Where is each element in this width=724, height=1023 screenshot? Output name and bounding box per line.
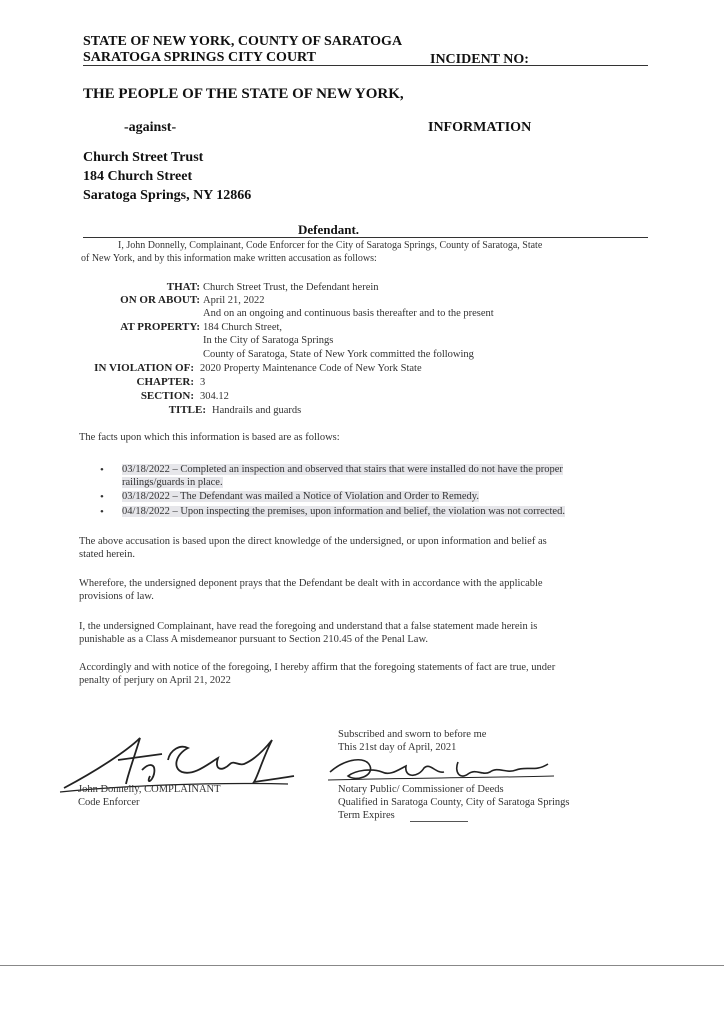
intro-line-2: of New York, and by this information make written accusation as follows: <box>81 253 377 264</box>
term-expires-blank <box>410 821 468 822</box>
complainant-name: John Donnelly, COMPLAINANT <box>78 784 221 795</box>
fact-line: 04/18/2022 – Upon inspecting the premises, upon information and belief, the violation was not corrected. <box>122 506 565 517</box>
paragraph-affirmation <box>79 661 555 687</box>
chapter-value: 3 <box>200 377 206 388</box>
at-property-label: AT PROPERTY: <box>120 321 200 333</box>
notary-qualified: Qualified in Saratoga County, City of Saratoga Springs <box>338 797 570 808</box>
that-value: Church Street Trust, the Defendant herein <box>203 282 379 293</box>
paragraph-line: penalty of perjury on April 21, 2022 <box>79 675 231 686</box>
notary-title: Notary Public/ Commissioner of Deeds <box>338 784 504 795</box>
fact-line: 03/18/2022 – The Defendant was mailed a Notice of Violation and Order to Remedy. <box>122 491 479 502</box>
paragraph-line: provisions of law. <box>79 591 154 602</box>
term-expires-label: Term Expires <box>338 810 395 821</box>
defendant-label: Defendant. <box>298 222 360 237</box>
court-underline <box>83 65 648 66</box>
defendant-street: 184 Church Street <box>83 169 193 184</box>
in-violation-of-label: IN VIOLATION OF: <box>94 362 194 374</box>
incident-number-label: INCIDENT NO: <box>430 52 529 67</box>
section-value: 304.12 <box>200 391 229 402</box>
sworn-line: Subscribed and sworn to before me <box>338 729 487 740</box>
sworn-date: This 21st day of April, 2021 <box>338 742 457 753</box>
notary-signature <box>326 752 556 786</box>
paragraph-line: Accordingly and with notice of the foregoing, I hereby affirm that the foregoing statements of fact are true, under <box>79 662 556 673</box>
on-or-about-continuation: And on an ongoing and continuous basis thereafter and to the present <box>203 308 494 319</box>
paragraph-line: The above accusation is based upon the direct knowledge of the undersigned, or upon information and belief as <box>79 536 547 547</box>
paragraph-line: stated herein. <box>79 549 135 560</box>
paragraph-false-statement <box>79 620 537 646</box>
intro-line-1: I, John Donnelly, Complainant, Code Enforcer for the City of Saratoga Springs, County of Saratoga, State <box>118 240 543 251</box>
chapter-label: CHAPTER: <box>136 376 194 388</box>
fact-item <box>122 464 563 475</box>
title-value: Handrails and guards <box>212 405 302 416</box>
section-label: SECTION: <box>140 390 194 402</box>
fact-item <box>122 491 479 502</box>
paragraph-line: punishable as a Class A misdemeanor pursuant to Section 210.45 of the Penal Law. <box>79 634 428 645</box>
defendant-name: Church Street Trust <box>83 150 204 165</box>
fact-line: 03/18/2022 – Completed an inspection and observed that stairs that were installed do not have the proper <box>122 464 563 475</box>
people-heading: THE PEOPLE OF THE STATE OF NEW YORK, <box>83 86 404 102</box>
on-or-about-value: April 21, 2022 <box>203 295 265 306</box>
document-type: INFORMATION <box>428 120 532 135</box>
at-property-value: 184 Church Street, <box>203 322 283 333</box>
facts-intro: The facts upon which this information is based are as follows: <box>79 432 340 443</box>
paragraph-accusation-basis <box>79 535 547 561</box>
fact-line-continuation: railings/guards in place. <box>122 477 223 488</box>
state-county-heading: STATE OF NEW YORK, COUNTY OF SARATOGA <box>83 34 403 49</box>
complainant-title: Code Enforcer <box>78 797 140 808</box>
fact-item <box>122 506 565 517</box>
court-name: SARATOGA SPRINGS CITY COURT <box>83 50 317 65</box>
page-bottom-rule <box>0 965 724 966</box>
against-label: -against- <box>124 120 177 135</box>
on-or-about-label: ON OR ABOUT: <box>120 294 200 306</box>
paragraph-line: I, the undersigned Complainant, have read the foregoing and understand that a false statement made herein is <box>79 621 538 632</box>
title-label: TITLE: <box>168 404 206 416</box>
at-property-city: In the City of Saratoga Springs <box>203 335 334 346</box>
at-property-county: County of Saratoga, State of New York committed the following <box>203 349 474 360</box>
paragraph-line: Wherefore, the undersigned deponent prays that the Defendant be dealt with in accordance with the applicable <box>79 578 543 589</box>
that-label: THAT: <box>166 281 200 293</box>
in-violation-of-value: 2020 Property Maintenance Code of New York State <box>200 363 422 374</box>
paragraph-wherefore <box>79 577 543 603</box>
defendant-city: Saratoga Springs, NY 12866 <box>83 188 252 203</box>
defendant-rule <box>83 237 648 238</box>
